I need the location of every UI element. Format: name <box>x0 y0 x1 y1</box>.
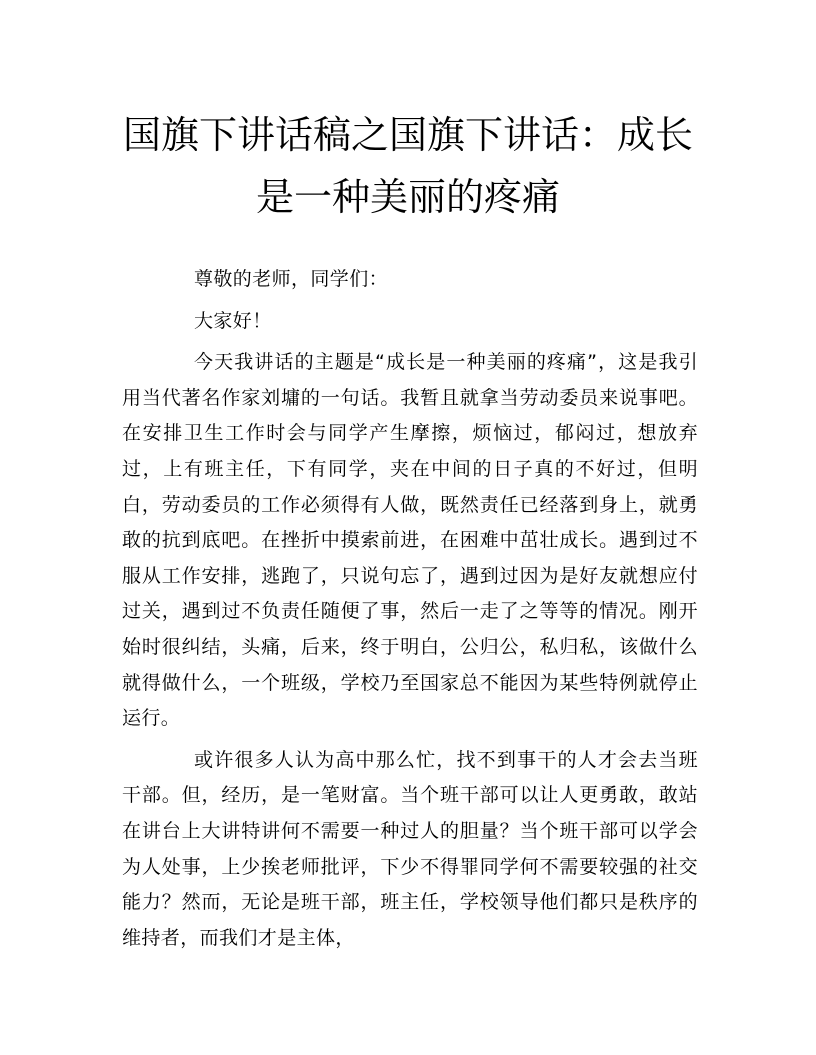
document-body <box>122 262 698 956</box>
greeting-paragraph: 大家好！ <box>194 309 272 332</box>
salutation-paragraph: 尊敬的老师，同学们： <box>194 268 389 290</box>
body-paragraph-1: 今天我讲话的主题是“成长是一种美丽的疼痛”，这是我引用当代著名作家刘墉的一句话。我暂且就拿当劳动委员来说事吧。在安排卫生工作时会与同学产生摩擦，烦恼过，郁闷过，想放弃过，上有班主任，下有同学，夹在中间的日子真的不好过，但明白，劳动委员的工作必须得有人做，既然责任已经落到身上，就勇敢的抗到底吧。在挫折中摸索前进，在困难中茁壮成长。遇到过不服从工作安排，逃跑了，只说句忘了，遇到过因为是好友就想应付过关，遇到过不负责任随便了事，然后一走了之等等的情况。刚开始时很纠结，头痛，后来，终于明白，公归公，私归私，该做什么就得做什么，一个班级，学校乃至国家总不能因为某些特例就停止运行。 <box>122 351 698 730</box>
body-paragraph-2: 或许很多人认为高中那么忙，找不到事干的人才会去当班干部。但，经历，是一笔财富。当个班干部可以让人更勇敢，敢站在讲台上大讲特讲何不需要一种过人的胆量？当个班干部可以学会为人处事，上少挨老师批评，下少不得罪同学何不需要较强的社交能力？然而，无论是班干部，班主任，学校领导他们都只是秩序的维持者，而我们才是主体， <box>122 748 698 949</box>
document-title: 国旗下讲话稿之国旗下讲话：成长是一种美丽的疼痛 <box>122 113 693 219</box>
